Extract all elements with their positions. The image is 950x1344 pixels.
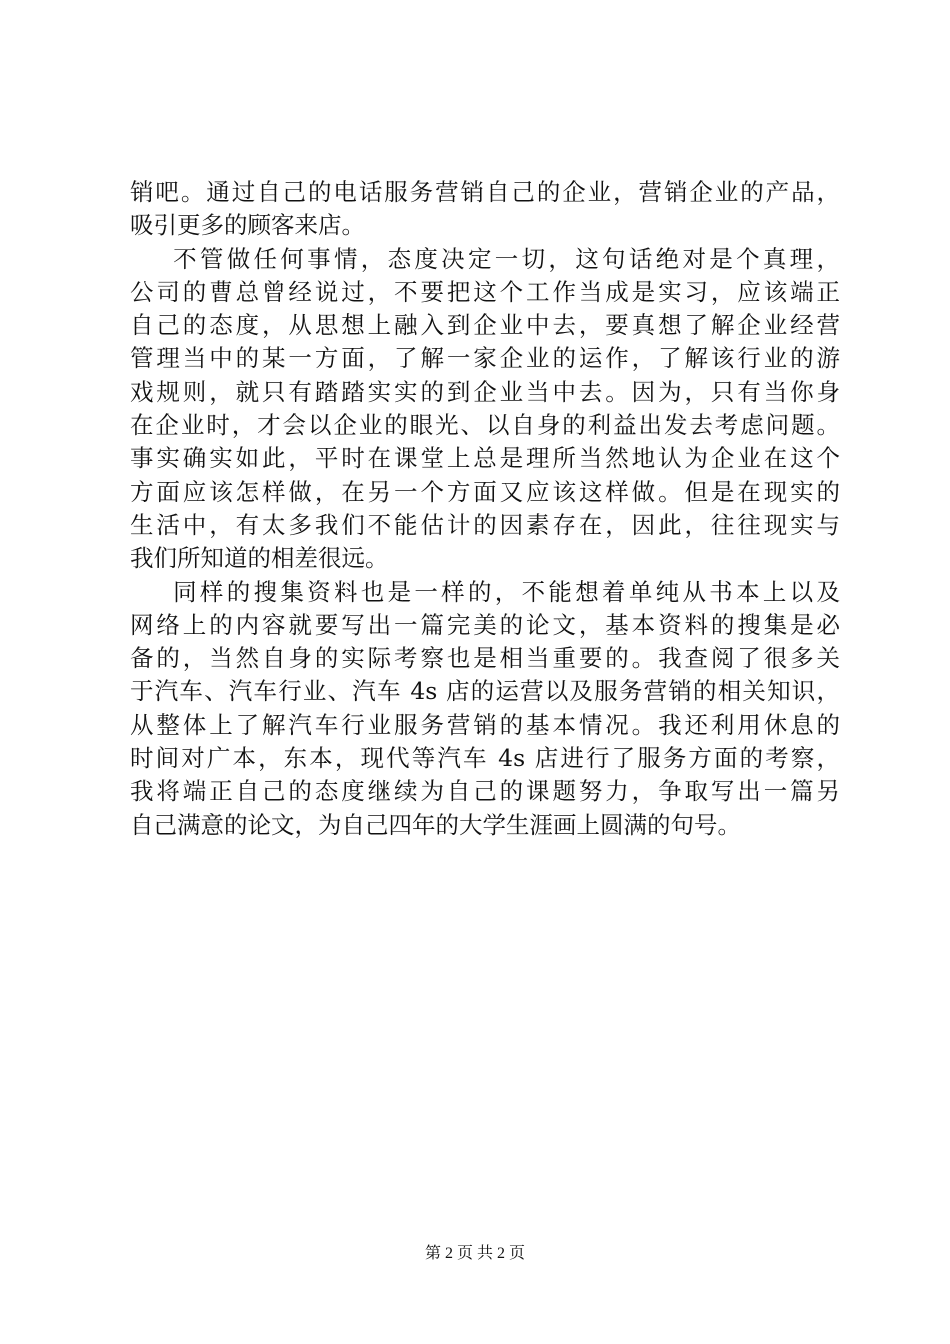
text-line: 自己的态度，从思想上融入到企业中去，要真想了解企业经营 xyxy=(130,311,840,340)
text-line: 方面应该怎样做，在另一个方面又应该这样做。但是在现实的 xyxy=(130,477,840,506)
text-line: 管理当中的某一方面，了解一家企业的运作，了解该行业的游 xyxy=(130,344,840,373)
text-line: 我将端正自己的态度继续为自己的课题努力，争取写出一篇另 xyxy=(130,777,840,806)
text-line: 戏规则，就只有踏踏实实的到企业当中去。因为，只有当你身 xyxy=(130,377,840,406)
text-line: 吸引更多的顾客来店。 xyxy=(130,211,365,240)
text-line: 网络上的内容就要写出一篇完美的论文，基本资料的搜集是必 xyxy=(130,610,840,639)
page-footer: 第 2 页 共 2 页 xyxy=(424,1245,525,1262)
text-line: 于汽车、汽车行业、汽车 4s 店的运营以及服务营销的相关知识， xyxy=(130,677,840,706)
text-line: 自己满意的论文，为自己四年的大学生涯画上圆满的句号。 xyxy=(130,810,741,839)
text-line: 事实确实如此，平时在课堂上总是理所当然地认为企业在这个 xyxy=(130,444,840,473)
text-line: 同样的搜集资料也是一样的，不能想着单纯从书本上以及 xyxy=(130,577,840,606)
text-line: 销吧。通过自己的电话服务营销自己的企业，营销企业的产品， xyxy=(130,178,840,206)
text-line: 时间对广本，东本，现代等汽车 4s 店进行了服务方面的考察， xyxy=(130,744,840,773)
text-line: 在企业时，才会以企业的眼光、以自身的利益出发去考虑问题。 xyxy=(130,411,840,440)
body-text xyxy=(130,176,840,842)
text-line: 生活中，有太多我们不能估计的因素存在，因此，往往现实与 xyxy=(130,510,840,539)
text-line: 备的，当然自身的实际考察也是相当重要的。我查阅了很多关 xyxy=(130,644,840,673)
text-line: 从整体上了解汽车行业服务营销的基本情况。我还利用休息的 xyxy=(130,710,840,739)
text-line: 公司的曹总曾经说过，不要把这个工作当成是实习，应该端正 xyxy=(130,277,840,306)
text-line: 不管做任何事情，态度决定一切，这句话绝对是个真理， xyxy=(130,244,840,273)
text-line: 我们所知道的相差很远。 xyxy=(130,544,389,573)
